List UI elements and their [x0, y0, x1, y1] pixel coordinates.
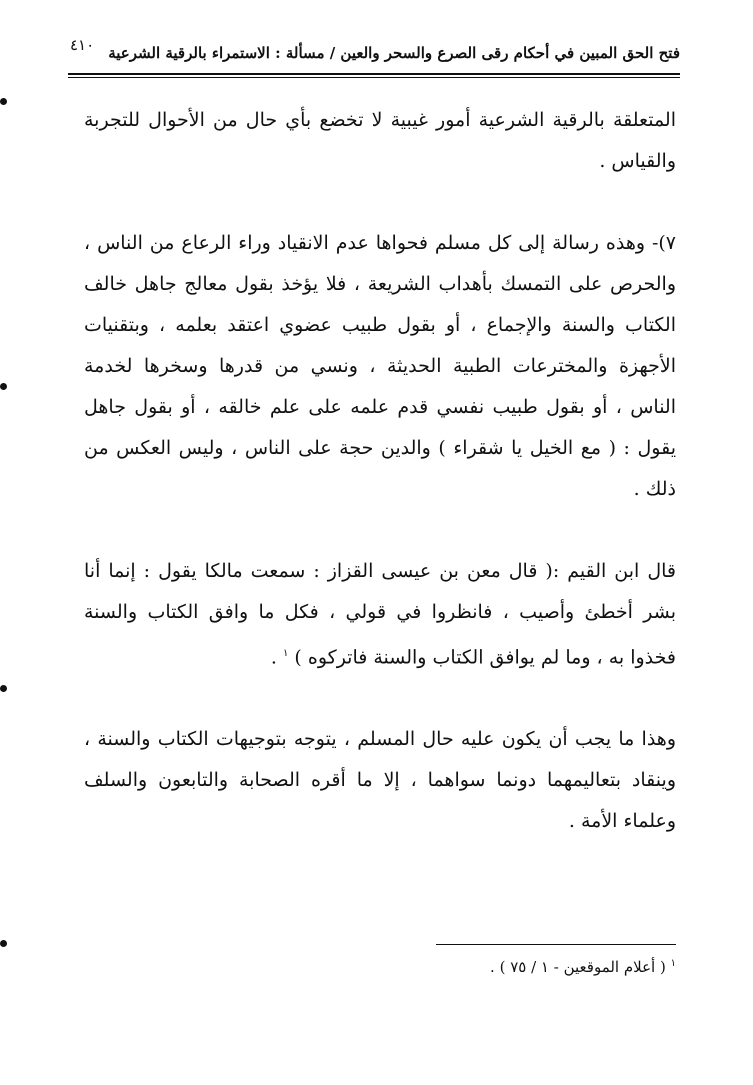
paragraph: وهذا ما يجب أن يكون عليه حال المسلم ، يتوجه بتوجيهات الكتاب والسنة ، وينقاد بتعاليمهما دونما سواهما ، إلا ما أقره الصحابة والتابعون والسلف وعلماء الأمة .: [84, 728, 676, 833]
footnote-reference: ١: [283, 648, 289, 659]
footnote: [490, 958, 676, 976]
quote-end-punct: .: [270, 646, 277, 669]
footnote-rule: [436, 944, 676, 945]
paragraph: المتعلقة بالرقية الشرعية أمور غيبية لا تخضع بأي حال من الأحوال للتجربة والقياس .: [84, 109, 676, 172]
footnote-marker: ١: [670, 958, 676, 969]
scan-margin-dot: [0, 685, 7, 692]
quote-text: قال ابن القيم :( قال معن بن عيسى القزاز : سمعت مالكا يقول : إنما أنا بشر أخطئ وأصيب ، فانظروا في قولي ، فكل ما وافق الكتاب والسنة فخذوا به ، وما لم يوافق الكتاب والسنة فاتركوه ): [84, 560, 676, 669]
footnote-text: ( أعلام الموقعين - ١ / ٧٥ ) .: [490, 958, 666, 976]
scan-margin-dot: [0, 940, 7, 947]
running-title: فتح الحق المبين في أحكام رقى الصرع والسحر والعين / مسألة : الاستمراء بالرقية الشرعية: [108, 44, 680, 62]
body-text: [84, 100, 676, 883]
page-number: ٤١٠: [70, 36, 95, 54]
paragraph-quote: [84, 551, 676, 678]
header-rule-thin: [68, 77, 680, 78]
scan-margin-dot: [0, 383, 7, 390]
page-header: [68, 34, 680, 74]
paragraph: ٧)- وهذه رسالة إلى كل مسلم فحواها عدم الانقياد وراء الرعاع من الناس ، والحرص على التمسك بأهداب الشريعة ، فلا يؤخذ بقول معالج جاهل خالف الكتاب والسنة والإجماع ، أو بقول طبيب عضوي اعتقد بعلمه ، وبتقنيات الأجهزة والمخترعات الطبية الحديثة ، ونسي من قدرها وسخرها لخدمة الناس ، أو بقول طبيب نفسي قدم علمه على علم خالقه ، أو بقول جاهل يقول : ( مع الخيل يا شقراء ) والدين حجة على الناس ، وليس العكس من ذلك .: [84, 232, 676, 500]
scan-margin-dot: [0, 98, 7, 105]
header-rule: [68, 73, 680, 75]
